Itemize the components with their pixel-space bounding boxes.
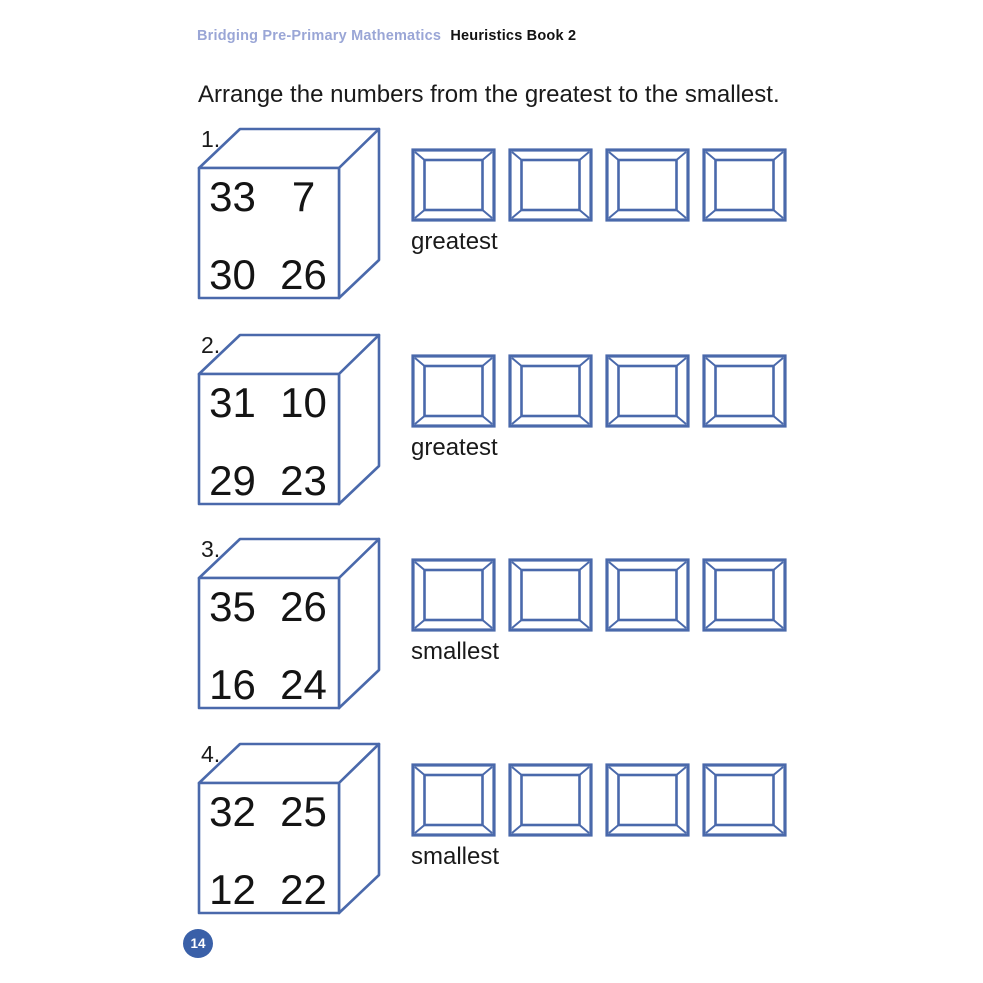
answer-box[interactable] [605,148,690,222]
answer-box-row [411,558,787,632]
answer-box[interactable] [702,558,787,632]
order-hint-label: greatest [411,434,498,461]
exercise-number: 4. [201,741,221,767]
answer-box[interactable] [605,763,690,837]
cube-number: 35 [209,583,256,630]
answer-box[interactable] [411,354,496,428]
exercise-row-1 [197,127,817,317]
cube-numbers [197,374,339,505]
exercise-number: 2. [201,332,221,358]
cube-number: 25 [280,788,327,835]
cube-number: 10 [280,379,327,426]
page-number: 14 [190,936,206,951]
answer-box[interactable] [605,558,690,632]
number-cube [197,742,381,915]
cube-number: 7 [291,173,316,220]
cube-numbers [197,783,339,914]
exercise-row-3 [197,537,817,727]
cube-number: 24 [280,661,327,708]
exercise-number: 3. [201,536,221,562]
answer-box[interactable] [411,148,496,222]
answer-box[interactable] [508,354,593,428]
answer-box[interactable] [508,763,593,837]
exercise-number: 1. [201,126,221,152]
cube-number: 33 [209,173,256,220]
answer-box-row [411,148,787,222]
cube-number: 31 [209,379,256,426]
cube-numbers [197,578,339,709]
cube-number: 22 [280,866,327,913]
cube-number: 12 [209,866,256,913]
page-header [197,28,576,44]
page-number-badge [183,929,213,958]
cube-number: 26 [280,583,327,630]
cube-number: 23 [280,457,327,504]
cube-number: 26 [280,251,327,298]
exercise-row-4 [197,742,817,932]
answer-box[interactable] [508,558,593,632]
order-hint-label: greatest [411,228,498,255]
number-cube [197,127,381,300]
answer-box[interactable] [702,148,787,222]
answer-box[interactable] [411,763,496,837]
order-hint-label: smallest [411,638,500,665]
number-cube [197,537,381,710]
cube-numbers [197,168,339,299]
cube-number: 29 [209,457,256,504]
cube-number: 32 [209,788,256,835]
answer-box[interactable] [702,763,787,837]
number-cube [197,333,381,506]
book-title: Heuristics Book 2 [450,28,577,44]
answer-box[interactable] [702,354,787,428]
answer-box-row [411,354,787,428]
answer-box[interactable] [411,558,496,632]
cube-number: 16 [209,661,256,708]
exercise-row-2 [197,333,817,523]
series-title: Bridging Pre-Primary Mathematics [197,28,442,44]
order-hint-label: smallest [411,843,500,870]
answer-box-row [411,763,787,837]
cube-number: 30 [209,251,256,298]
instruction-text: Arrange the numbers from the greatest to the smallest. [198,81,780,108]
answer-box[interactable] [605,354,690,428]
answer-box[interactable] [508,148,593,222]
